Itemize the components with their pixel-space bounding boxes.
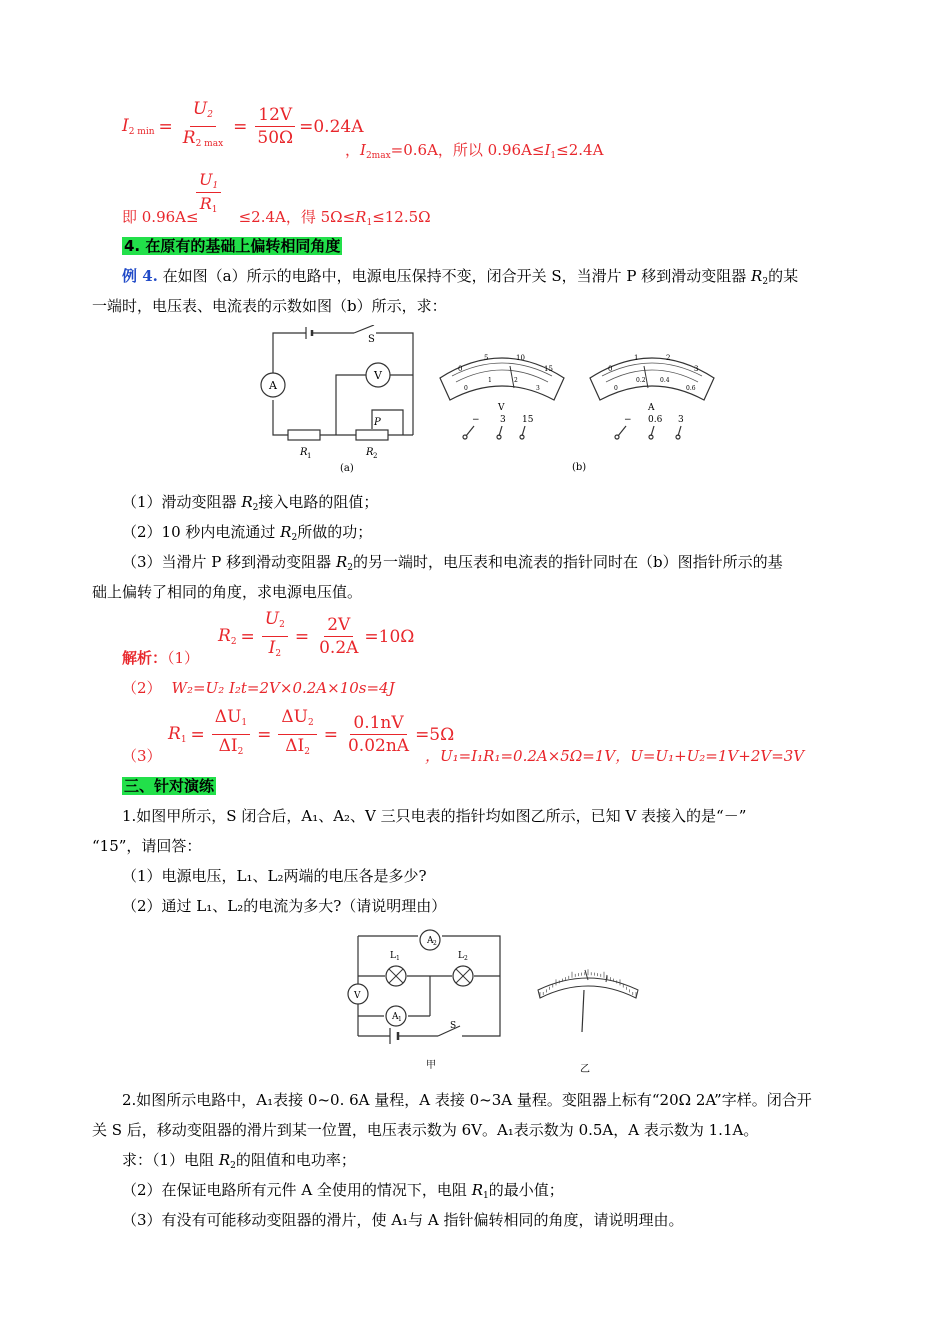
svg-text:A: A	[392, 1012, 399, 1022]
example4-line-2: 一端时，电压表、电流表的示数如图（b）所示，求：	[92, 297, 447, 315]
volt-terminal: 3	[500, 415, 506, 425]
svg-text:2: 2	[464, 955, 468, 962]
top-line-1-tail: ，$I_{2max}=0.6A$，所以 $0.96A\le I_1\le 2.4A$	[345, 141, 604, 161]
svg-text:L: L	[390, 951, 396, 961]
figure-yi-meter	[536, 962, 640, 1076]
svg-text:2: 2	[433, 940, 437, 947]
figure-jia-caption: 甲	[426, 1060, 436, 1071]
switch-label: S	[450, 1021, 457, 1031]
figure-b-caption: (b)	[572, 462, 587, 473]
practice2-line-2: 关 S 后，移动变阻器的滑片到某一位置，电压表示数为 6V。A₁表示数为 0.5A，A 表示数为 1.1A。	[92, 1121, 759, 1139]
example4-q1: （1）滑动变阻器 $R_2$接入电路的阻值；	[122, 493, 379, 513]
amp-tick: 3	[694, 365, 699, 373]
example4-q3: （3）当滑片 P 移到滑动变阻器 $R_2$的另一端时，电压表和电流表的指针同时在（b）图指针所示的基	[122, 553, 783, 573]
figure-yi-caption: 乙	[580, 1064, 590, 1075]
fraction-u1-r1: $U_1$ $R_1$	[196, 170, 221, 215]
volt-unit: V	[498, 403, 505, 413]
figure-b-meters	[432, 338, 722, 478]
volt-tick-low: 0	[464, 385, 468, 392]
svg-text:A: A	[427, 936, 434, 946]
solution-formula-1: $R_2$ = $\frac{U_2}{I_2}$ = $\frac{2V}{0.2A}$ =10Ω	[218, 609, 415, 659]
amp-terminal: 3	[678, 415, 684, 425]
volt-terminal: −	[472, 415, 480, 425]
practice1-q1: （1）电源电压，L₁、L₂两端的电压各是多少?	[122, 867, 427, 885]
switch-label: S	[368, 334, 375, 345]
example4-line-1: 例 4. 在如图（a）所示的电路中，电源电压保持不变，闭合开关 S，当滑片 P 移到滑动变阻器 $R_2$的某	[122, 267, 799, 287]
practice1-line-2: “15”，请回答：	[92, 837, 202, 855]
figure-a-caption: (a)	[340, 463, 354, 474]
top-line-2: 即 0.96A≤ ≤2.4A，得 $5\Omega\le R_1\le 12.5\Omega$	[122, 208, 431, 228]
amp-terminal: 0.6	[648, 415, 663, 425]
figure-a-circuit	[258, 325, 428, 475]
formula-i2min: $I_{2 min}$ = $\frac{U_2}{R_{2 max}}$ = $\frac{12V}{50\Omega}$ =0.24A	[122, 99, 364, 149]
svg-text:L: L	[458, 951, 464, 961]
practice2-line-1: 2.如图所示电路中，A₁表接 0~0. 6A 量程，A 表接 0~3A 量程。变阻器上标有“20Ω 2A”字样。闭合开	[122, 1091, 812, 1109]
r1-label: R	[300, 447, 308, 458]
volt-tick: 5	[484, 354, 489, 362]
svg-text:2: 2	[373, 452, 378, 460]
amp-terminal: −	[624, 415, 632, 425]
example4-q2: （2）10 秒内电流通过 $R_2$所做的功；	[122, 523, 373, 543]
volt-tick-low: 1	[488, 377, 492, 384]
amp-tick-low: 0	[614, 385, 618, 392]
solution-label: 解析：（1）	[122, 649, 200, 667]
amp-tick: 0	[608, 365, 613, 373]
svg-text:1: 1	[398, 1016, 402, 1023]
amp-tick-low: 0.4	[660, 377, 670, 384]
volt-terminal: 15	[522, 415, 534, 425]
meter-needle	[582, 990, 584, 1032]
practice1-q2: （2）通过 L₁、L₂的电流为多大?（请说明理由）	[122, 897, 447, 915]
svg-text:1: 1	[396, 955, 400, 962]
practice1-line-1: 1.如图甲所示，S 闭合后，A₁、A₂、V 三只电表的指针均如图乙所示，已知 V 表接入的是“－”	[122, 807, 747, 825]
svg-text:V: V	[354, 991, 361, 1001]
amp-tick: 1	[634, 354, 639, 362]
amp-tick-low: 0.2	[636, 377, 646, 384]
practice2-q2: （2）在保证电路所有元件 A 全使用的情况下，电阻 $R_1$的最小值；	[122, 1181, 564, 1201]
amp-tick-low: 0.6	[686, 385, 696, 392]
volt-tick: 15	[544, 365, 553, 373]
amp-unit: A	[648, 403, 655, 413]
figure-jia-circuit	[338, 928, 508, 1076]
volt-tick: 10	[516, 354, 525, 362]
practice2-q3: （3）有没有可能移动变阻器的滑片，使 A₁与 A 指针偏转相同的角度，请说明理由。	[122, 1211, 684, 1229]
volt-tick-low: 3	[536, 385, 540, 392]
meter-scale	[538, 978, 638, 998]
volt-tick-low: 2	[514, 377, 518, 384]
svg-text:R: R	[366, 447, 374, 458]
solution-part-3: （3）	[122, 747, 162, 765]
section-4-heading: 4. 在原有的基础上偏转相同角度	[124, 237, 341, 255]
amp-tick: 2	[666, 354, 671, 362]
svg-text:1: 1	[307, 452, 312, 460]
slider-label: P	[374, 417, 381, 428]
practice2-q1: 求：（1）电阻 $R_2$的阻值和电功率；	[122, 1151, 356, 1171]
solution-part-3-tail: ，U₁=I₁R₁=0.2A×5Ω=1V，U=U₁+U₂=1V+2V=3V	[425, 747, 805, 765]
example4-q3-line2: 础上偏转了相同的角度，求电源电压值。	[92, 583, 363, 601]
volt-tick: 0	[458, 365, 463, 373]
meter-a-label: A	[269, 379, 277, 392]
section-3-heading: 三、针对演练	[124, 777, 215, 795]
solution-part-2: （2） W₂=U₂ I₂t=2V×0.2A×10s=4J	[122, 679, 395, 697]
solution-formula-3: $R_1$ = $\frac{\Delta U_1}{\Delta I_2}$ = $\frac{\Delta U_2}{\Delta I_2}$ = $\frac{0.1nV}{0.02nA}$ =5Ω	[168, 707, 455, 757]
meter-v-label: V	[374, 369, 382, 382]
